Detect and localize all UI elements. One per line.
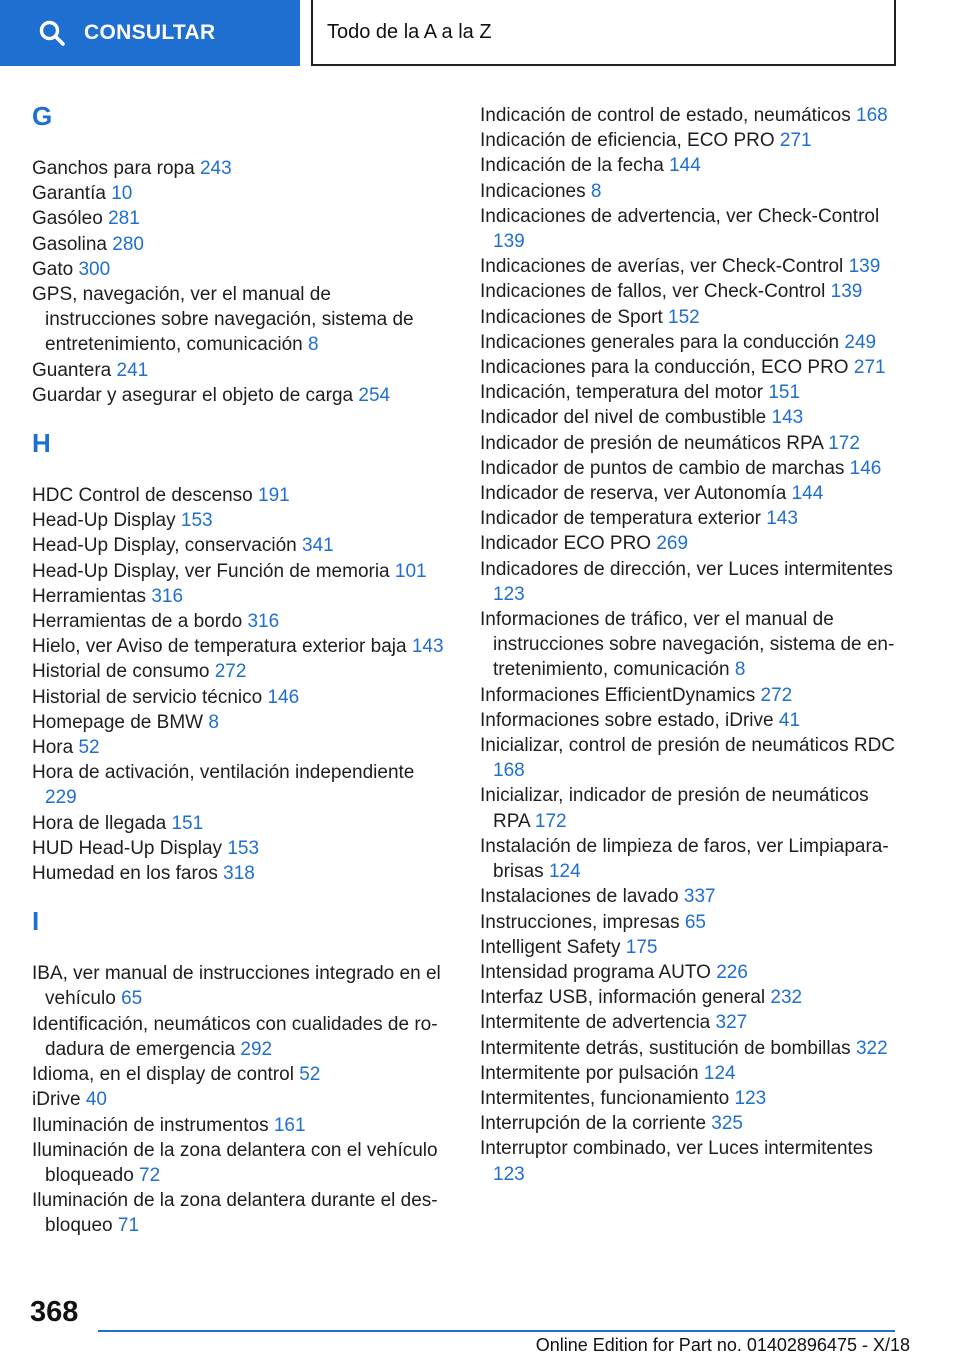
- entry-text: Intelligent Safety: [480, 936, 621, 958]
- index-entry: [32, 533, 447, 558]
- page-link[interactable]: 143: [411, 636, 444, 658]
- page-link[interactable]: 152: [668, 306, 700, 328]
- section-letter: I: [32, 906, 40, 937]
- index-entry: [32, 609, 447, 634]
- index-entry: [480, 481, 900, 506]
- page-link[interactable]: 52: [299, 1064, 321, 1086]
- page-link[interactable]: 325: [711, 1113, 743, 1135]
- index-entry: [32, 961, 447, 1011]
- entry-text: Iluminación de la zona delantera con el vehículo bloqueado: [32, 1139, 438, 1186]
- entry-text: Iluminación de instrumentos: [32, 1114, 269, 1136]
- page-link[interactable]: 318: [223, 863, 255, 885]
- index-entry: [480, 103, 900, 128]
- entry-text: Indicador de reserva, ver Autonomía: [480, 483, 787, 505]
- entry-text: Instalación de limpieza de faros, ver Limpiaparabrisas: [480, 835, 889, 883]
- page-link[interactable]: 124: [548, 861, 581, 883]
- entry-text: Indicaciones de fallos, ver Check-Control: [480, 281, 826, 303]
- page-link[interactable]: 281: [108, 208, 140, 230]
- index-entry: [480, 783, 900, 833]
- page-link[interactable]: 269: [656, 533, 689, 555]
- entry-text: Hielo, ver Aviso de temperatura exterior baja: [32, 636, 407, 658]
- entry-text: Indicaciones generales para la conducción: [480, 331, 840, 353]
- entry-text: Intermitente detrás, sustitución de bombillas: [480, 1037, 851, 1059]
- index-entry: [480, 1036, 900, 1061]
- entry-text: Indicador de presión de neumáticos RPA: [480, 432, 823, 454]
- index-entry: [32, 861, 447, 886]
- index-entry: [480, 1010, 900, 1035]
- page-link[interactable]: 8: [734, 659, 746, 681]
- page-link[interactable]: 341: [302, 535, 334, 557]
- index-entry: [480, 683, 900, 708]
- page-link[interactable]: 292: [240, 1038, 273, 1060]
- page-link[interactable]: 123: [493, 1163, 525, 1185]
- entry-text: Instrucciones, impresas: [480, 911, 680, 933]
- index-entry: [32, 685, 447, 710]
- index-entry: [32, 659, 447, 684]
- entry-text: Inicializar, indicador de presión de neumáticos RPA: [480, 785, 869, 832]
- page-link[interactable]: 72: [139, 1164, 161, 1186]
- page-link[interactable]: 241: [116, 359, 149, 381]
- page-link[interactable]: 151: [768, 382, 801, 404]
- index-entry: [32, 1012, 447, 1062]
- entry-text: Idioma, en el display de control: [32, 1064, 294, 1086]
- page-link[interactable]: 8: [208, 711, 219, 733]
- page-link[interactable]: 146: [267, 686, 300, 708]
- index-entry: [32, 1188, 447, 1238]
- entry-text: Interruptor combinado, ver Luces intermitentes: [480, 1138, 873, 1160]
- entry-text: Herramientas: [32, 585, 147, 607]
- page-link[interactable]: 40: [85, 1089, 107, 1111]
- entry-text: Indicación de control de estado, neumáticos: [480, 105, 851, 126]
- index-entry: [32, 836, 447, 861]
- page-link[interactable]: 144: [669, 155, 701, 177]
- page-link[interactable]: 146: [849, 457, 882, 479]
- breadcrumb-text: Todo de la A a la Z: [327, 20, 492, 43]
- entry-text: Ganchos para ropa: [32, 158, 195, 179]
- entry-text: Hora de llegada: [32, 812, 167, 834]
- entry-text: Interfaz USB, información general: [480, 987, 766, 1009]
- index-entry: [32, 282, 447, 358]
- entry-text: Indicaciones de advertencia, ver Check-Control: [480, 205, 880, 227]
- page-link[interactable]: 65: [684, 911, 706, 933]
- page-link[interactable]: 175: [625, 936, 658, 958]
- index-entry: [32, 811, 447, 836]
- index-entry: [32, 559, 447, 584]
- entry-text: Head-Up Display: [32, 510, 176, 532]
- page-link[interactable]: 101: [394, 560, 427, 582]
- entry-text: Informaciones sobre estado, iDrive: [480, 709, 774, 731]
- entry-text: Intermitentes, funcionamiento: [480, 1087, 730, 1109]
- page-link[interactable]: 52: [78, 737, 100, 759]
- page-link[interactable]: 151: [171, 812, 204, 834]
- page-link[interactable]: 10: [111, 183, 133, 205]
- index-entry: [480, 405, 900, 430]
- index-entry: [480, 1061, 900, 1086]
- index-left-column: [32, 94, 447, 1239]
- index-entry: [480, 884, 900, 909]
- index-entry: [32, 232, 447, 257]
- index-entry: [32, 483, 447, 508]
- page-link[interactable]: 143: [771, 407, 804, 429]
- index-entry: [480, 506, 900, 531]
- index-entry: [32, 1087, 447, 1112]
- page-link[interactable]: 249: [844, 331, 877, 353]
- index-entry: [32, 257, 447, 282]
- page-link[interactable]: 229: [45, 787, 77, 809]
- index-entry: [32, 710, 447, 735]
- entry-text: Indicaciones para la conducción, ECO PRO: [480, 357, 849, 379]
- index-entry: [32, 1113, 447, 1138]
- index-entry: [32, 735, 447, 760]
- index-entry: [32, 358, 447, 383]
- entry-text: Inicializar, control de presión de neumáticos RDC: [480, 735, 896, 757]
- page-link[interactable]: 226: [716, 961, 748, 983]
- entry-text: Herramientas de a bordo: [32, 611, 243, 633]
- index-entry: [32, 156, 447, 181]
- entry-text: Head-Up Display, ver Función de memoria: [32, 560, 390, 582]
- entry-text: Indicaciones de averías, ver Check-Control: [480, 256, 844, 278]
- index-entry: [32, 1138, 447, 1188]
- index-entry: [480, 607, 900, 683]
- index-entry: [32, 634, 447, 659]
- page-link[interactable]: 243: [199, 158, 232, 179]
- entry-text: Intermitente de advertencia: [480, 1012, 711, 1034]
- index-entry: [480, 254, 900, 279]
- entry-text: Humedad en los faros: [32, 863, 218, 885]
- page-link[interactable]: 153: [180, 510, 213, 532]
- entry-text: Garantía: [32, 183, 106, 205]
- page-link[interactable]: 168: [493, 760, 525, 782]
- page-link[interactable]: 139: [493, 231, 525, 253]
- index-entry: [480, 708, 900, 733]
- page-link[interactable]: 153: [227, 837, 260, 859]
- index-entry: [480, 456, 900, 481]
- entry-text: Historial de servicio técnico: [32, 686, 263, 708]
- entry-text: Guardar y asegurar el objeto de carga: [32, 384, 354, 406]
- page-link[interactable]: 143: [766, 508, 798, 530]
- index-entry: [480, 179, 900, 204]
- index-entry: [32, 181, 447, 206]
- index-entry: [32, 508, 447, 533]
- page-link[interactable]: 271: [853, 357, 886, 379]
- page-link[interactable]: 123: [734, 1087, 767, 1109]
- page-number: 368: [30, 1296, 79, 1328]
- section-letter: G: [32, 101, 53, 131]
- entry-text: Indicación de la fecha: [480, 155, 664, 177]
- entry-text: Indicación de eficiencia, ECO PRO: [480, 130, 775, 152]
- page-link[interactable]: 8: [307, 334, 319, 356]
- index-entry: [480, 279, 900, 304]
- index-entry: [480, 1136, 900, 1186]
- index-entry: [32, 760, 447, 810]
- entry-text: Historial de consumo: [32, 661, 210, 683]
- entry-text: Indicación, temperatura del motor: [480, 382, 764, 404]
- index-right-column: [480, 103, 900, 1187]
- section-letter: H: [32, 428, 51, 459]
- index-entry: [480, 557, 900, 607]
- entry-text: Interrupción de la corriente: [480, 1113, 707, 1135]
- index-entry: [480, 910, 900, 935]
- index-entry: [480, 960, 900, 985]
- entry-text: Homepage de BMW: [32, 711, 204, 733]
- entry-text: Informaciones de tráfico, ver el manual de instrucciones sobre navegación, sistema de entretenimiento, comunicación: [480, 609, 895, 681]
- footer-edition: Online Edition for Part no. 01402896475 - X/18: [535, 1335, 910, 1355]
- index-entry: [480, 531, 900, 556]
- index-entry: [480, 834, 900, 884]
- page-link[interactable]: 337: [683, 886, 716, 908]
- page-link[interactable]: 316: [151, 585, 184, 607]
- page-link[interactable]: 161: [273, 1114, 306, 1136]
- entry-text: Indicador del nivel de combustible: [480, 407, 767, 429]
- index-entry: [480, 985, 900, 1010]
- entry-text: IBA, ver manual de instrucciones integrado en el vehículo: [32, 963, 441, 1010]
- page-link[interactable]: 123: [493, 583, 525, 605]
- page-link[interactable]: 327: [715, 1012, 748, 1034]
- index-entry: [480, 204, 900, 254]
- page-link[interactable]: 272: [760, 684, 793, 706]
- page-link[interactable]: 300: [78, 258, 111, 280]
- entry-text: Gato: [32, 258, 74, 280]
- index-entry: [32, 383, 447, 408]
- entry-text: Indicaciones de Sport: [480, 306, 663, 328]
- page-link[interactable]: 280: [112, 233, 144, 255]
- breadcrumb: [311, 0, 896, 66]
- page-link[interactable]: 144: [791, 483, 824, 505]
- page-link[interactable]: 41: [778, 709, 801, 731]
- entry-text: Indicador ECO PRO: [480, 533, 652, 555]
- index-entry: [480, 153, 900, 178]
- entry-text: HUD Head-Up Display: [32, 837, 223, 859]
- page-link[interactable]: 316: [247, 611, 280, 633]
- entry-text: Guantera: [32, 359, 112, 381]
- consultar-button[interactable]: [0, 0, 300, 66]
- page-link[interactable]: 168: [856, 105, 888, 126]
- index-entry: [480, 733, 900, 783]
- index-entry: [480, 380, 900, 405]
- page-link[interactable]: 254: [358, 384, 391, 406]
- entry-text: GPS, navegación, ver el manual de instrucciones sobre navegación, sistema de entretenimiento, comunicación: [32, 284, 414, 356]
- entry-text: Hora de activación, ventilación independiente: [32, 762, 415, 784]
- entry-text: Intermitente por pulsación: [480, 1062, 699, 1084]
- index-entry: [480, 935, 900, 960]
- index-entry: [480, 1111, 900, 1136]
- entry-text: Hora: [32, 737, 74, 759]
- entry-text: iDrive: [32, 1089, 81, 1111]
- index-entry: [32, 1062, 447, 1087]
- page-link[interactable]: 172: [828, 432, 860, 454]
- page-link[interactable]: 139: [848, 256, 881, 278]
- page-link[interactable]: 71: [117, 1215, 140, 1237]
- page-link[interactable]: 271: [779, 130, 812, 152]
- index-entry: [480, 128, 900, 153]
- page-link[interactable]: 8: [590, 180, 602, 202]
- page-link[interactable]: 172: [534, 810, 567, 832]
- page-link[interactable]: 124: [703, 1062, 736, 1084]
- index-entry: [480, 305, 900, 330]
- entry-text: Informaciones EfficientDynamics: [480, 684, 756, 706]
- header-bar: [0, 0, 960, 66]
- entry-text: Gasóleo: [32, 208, 103, 230]
- index-entry: [480, 355, 900, 380]
- entry-text: Indicaciones: [480, 180, 586, 202]
- entry-text: Indicador de puntos de cambio de marchas: [480, 457, 845, 479]
- entry-text: Iluminación de la zona delantera durante el desbloqueo: [32, 1190, 438, 1237]
- consultar-label: CONSULTAR: [84, 21, 216, 44]
- entry-text: Gasolina: [32, 233, 107, 255]
- index-entry: [480, 330, 900, 355]
- entry-text: HDC Control de descenso: [32, 485, 253, 507]
- entry-text: Instalaciones de lavado: [480, 886, 679, 908]
- page-link[interactable]: 232: [770, 987, 803, 1009]
- page-link[interactable]: 272: [214, 661, 247, 683]
- entry-text: Indicadores de dirección, ver Luces intermitentes: [480, 558, 893, 580]
- index-entry: [480, 1086, 900, 1111]
- page-link[interactable]: 65: [121, 988, 143, 1010]
- entry-text: Intensidad programa AUTO: [480, 961, 711, 983]
- entry-text: Indicador de temperatura exterior: [480, 508, 761, 530]
- footer-divider: [98, 1330, 895, 1332]
- page-link[interactable]: 139: [830, 281, 863, 303]
- entry-text: Head-Up Display, conservación: [32, 535, 297, 557]
- index-entry: [32, 584, 447, 609]
- page-link[interactable]: 191: [258, 485, 290, 507]
- index-entry: [32, 206, 447, 231]
- index-entry: [480, 431, 900, 456]
- entry-text: Identificación, neumáticos con cualidades de rodadura de emergencia: [32, 1013, 438, 1060]
- search-icon: [38, 19, 66, 47]
- page-link[interactable]: 322: [855, 1037, 888, 1059]
